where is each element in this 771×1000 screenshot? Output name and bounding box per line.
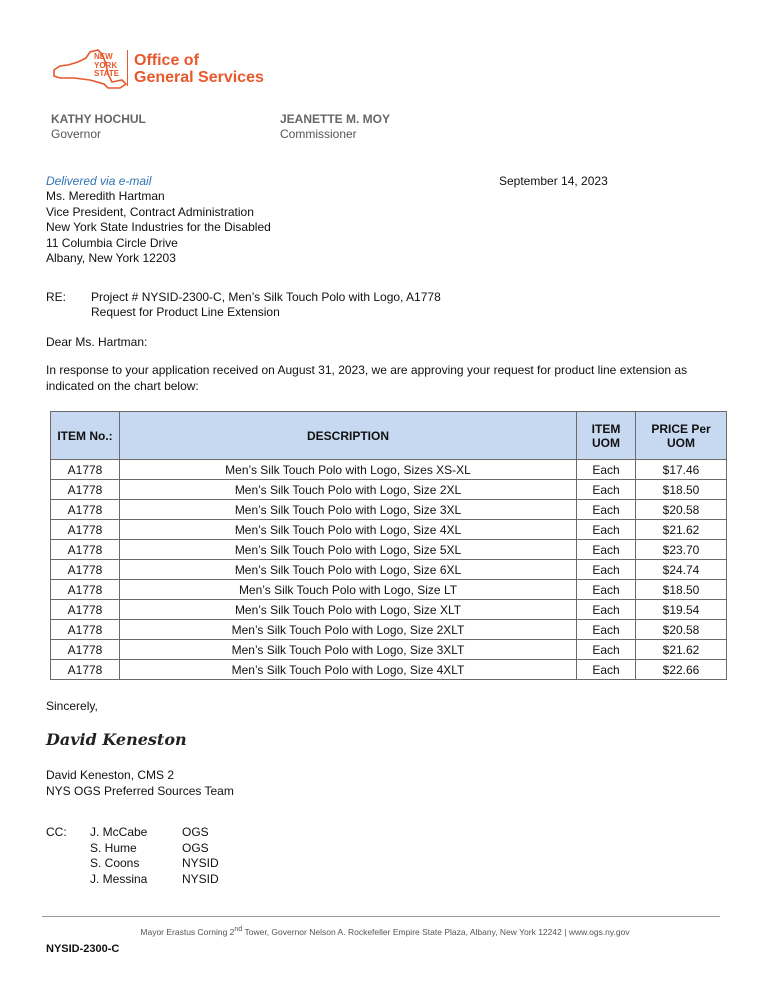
signer-block bbox=[46, 768, 234, 799]
address-line: Vice President, Contract Administration bbox=[46, 204, 254, 219]
cell-uom: Each bbox=[577, 620, 636, 640]
table-row bbox=[51, 520, 727, 540]
cell-description: Men’s Silk Touch Polo with Logo, Size 3XLT bbox=[120, 640, 577, 660]
state-name bbox=[94, 53, 119, 79]
closing: Sincerely, bbox=[46, 699, 98, 713]
cell-description: Men’s Silk Touch Polo with Logo, Size 4XL bbox=[120, 520, 577, 540]
header-price: PRICE Per UOM bbox=[636, 412, 727, 460]
logo-divider bbox=[127, 50, 128, 86]
agency-name-line: General Services bbox=[134, 69, 264, 86]
cell-uom: Each bbox=[577, 520, 636, 540]
address-line: Ms. Meredith Hartman bbox=[46, 189, 165, 203]
cell-item-no: A1778 bbox=[51, 460, 120, 480]
cell-description: Men’s Silk Touch Polo with Logo, Size 4XLT bbox=[120, 660, 577, 680]
cc-orgs bbox=[182, 825, 219, 887]
cell-item-no: A1778 bbox=[51, 560, 120, 580]
governor-title: Governor bbox=[51, 127, 102, 141]
cell-item-no: A1778 bbox=[51, 500, 120, 520]
cc-name: S. Hume bbox=[90, 840, 137, 855]
table-row bbox=[51, 460, 727, 480]
cell-item-no: A1778 bbox=[51, 640, 120, 660]
cell-price: $19.54 bbox=[636, 600, 727, 620]
cc-name: J. McCabe bbox=[90, 825, 148, 839]
table-header-row bbox=[51, 412, 727, 460]
cell-uom: Each bbox=[577, 540, 636, 560]
cell-price: $23.70 bbox=[636, 540, 727, 560]
cell-description: Men’s Silk Touch Polo with Logo, Size 2XLT bbox=[120, 620, 577, 640]
table-body bbox=[51, 460, 727, 680]
cell-description: Men’s Silk Touch Polo with Logo, Size 2XL bbox=[120, 480, 577, 500]
cell-description: Men’s Silk Touch Polo with Logo, Sizes XS-XL bbox=[120, 460, 577, 480]
cell-item-no: A1778 bbox=[51, 620, 120, 640]
cc-org: OGS bbox=[182, 840, 209, 855]
cell-item-no: A1778 bbox=[51, 480, 120, 500]
agency-name-line: Office of bbox=[134, 52, 199, 69]
agency-name bbox=[134, 52, 264, 86]
governor-name: KATHY HOCHUL bbox=[51, 112, 146, 126]
re-label: RE: bbox=[46, 290, 67, 304]
document-id: NYSID-2300-C bbox=[46, 943, 120, 955]
cell-price: $21.62 bbox=[636, 640, 727, 660]
footer-superscript: nd bbox=[234, 925, 243, 933]
header-uom: ITEM UOM bbox=[577, 412, 636, 460]
signer-line: David Keneston, CMS 2 bbox=[46, 768, 175, 782]
commissioner-block bbox=[280, 112, 390, 142]
salutation: Dear Ms. Hartman: bbox=[46, 335, 148, 349]
cell-description: Men’s Silk Touch Polo with Logo, Size LT bbox=[120, 580, 577, 600]
cc-names bbox=[90, 825, 147, 887]
cell-item-no: A1778 bbox=[51, 660, 120, 680]
footer-address-text: Mayor Erastus Corning 2 bbox=[140, 926, 235, 937]
cc-org: NYSID bbox=[182, 871, 219, 886]
cell-uom: Each bbox=[577, 640, 636, 660]
state-name-line: STATE bbox=[94, 69, 120, 78]
footer-separator: | bbox=[564, 926, 567, 937]
letter-date: September 14, 2023 bbox=[499, 174, 608, 188]
table-row bbox=[51, 660, 727, 680]
table-row bbox=[51, 580, 727, 600]
table-row bbox=[51, 620, 727, 640]
cell-description: Men’s Silk Touch Polo with Logo, Size 3XL bbox=[120, 500, 577, 520]
cell-uom: Each bbox=[577, 480, 636, 500]
cell-price: $20.58 bbox=[636, 620, 727, 640]
cell-uom: Each bbox=[577, 660, 636, 680]
table-row bbox=[51, 560, 727, 580]
cell-description: Men’s Silk Touch Polo with Logo, Size 5XL bbox=[120, 540, 577, 560]
table-row bbox=[51, 500, 727, 520]
cell-description: Men’s Silk Touch Polo with Logo, Size XLT bbox=[120, 600, 577, 620]
address-line: New York State Industries for the Disabled bbox=[46, 220, 271, 234]
table-row bbox=[51, 600, 727, 620]
cell-item-no: A1778 bbox=[51, 600, 120, 620]
delivery-note: Delivered via e-mail bbox=[46, 174, 152, 188]
table-row bbox=[51, 640, 727, 660]
table-row bbox=[51, 480, 727, 500]
footer-website-link[interactable]: www.ogs.ny.gov bbox=[568, 926, 630, 937]
table-row bbox=[51, 540, 727, 560]
cell-price: $18.50 bbox=[636, 480, 727, 500]
governor-block bbox=[51, 112, 146, 142]
cc-org: NYSID bbox=[182, 856, 219, 870]
cell-item-no: A1778 bbox=[51, 580, 120, 600]
state-name-line: YORK bbox=[94, 60, 118, 70]
header-description: DESCRIPTION bbox=[120, 412, 577, 460]
cell-price: $21.62 bbox=[636, 520, 727, 540]
cell-item-no: A1778 bbox=[51, 540, 120, 560]
footer-address bbox=[46, 925, 724, 937]
commissioner-title: Commissioner bbox=[280, 127, 357, 141]
state-name-line: NEW bbox=[94, 52, 113, 61]
cell-uom: Each bbox=[577, 500, 636, 520]
cell-uom: Each bbox=[577, 600, 636, 620]
re-line: Request for Product Line Extension bbox=[91, 305, 280, 319]
cc-name: S. Coons bbox=[90, 856, 140, 870]
cell-uom: Each bbox=[577, 560, 636, 580]
header-item-no: ITEM No.: bbox=[51, 412, 120, 460]
cell-price: $22.66 bbox=[636, 660, 727, 680]
cell-item-no: A1778 bbox=[51, 520, 120, 540]
cell-price: $18.50 bbox=[636, 580, 727, 600]
cc-name: J. Messina bbox=[90, 871, 148, 886]
cell-uom: Each bbox=[577, 460, 636, 480]
cell-price: $24.74 bbox=[636, 560, 727, 580]
cell-description: Men’s Silk Touch Polo with Logo, Size 6XL bbox=[120, 560, 577, 580]
cc-org: OGS bbox=[182, 825, 209, 839]
re-line: Project # NYSID-2300-C, Men’s Silk Touch Polo with Logo, A1778 bbox=[91, 290, 441, 304]
signature: David Keneston bbox=[46, 730, 187, 749]
re-subject bbox=[91, 290, 441, 320]
address-line: 11 Columbia Circle Drive bbox=[46, 235, 178, 250]
commissioner-name: JEANETTE M. MOY bbox=[280, 112, 391, 126]
cell-uom: Each bbox=[577, 580, 636, 600]
product-table bbox=[50, 411, 727, 680]
cell-price: $20.58 bbox=[636, 500, 727, 520]
recipient-address bbox=[46, 189, 271, 267]
letter-body: In response to your application received on August 31, 2023, we are approving your request for product line extension as indicated on the chart below: bbox=[46, 363, 688, 393]
footer-address-text: Tower, Governor Nelson A. Rockefeller Empire State Plaza, Albany, New York 12242 bbox=[242, 926, 562, 937]
cell-price: $17.46 bbox=[636, 460, 727, 480]
signer-line: NYS OGS Preferred Sources Team bbox=[46, 783, 234, 798]
cc-label: CC: bbox=[46, 825, 67, 839]
footer-divider bbox=[42, 916, 720, 917]
address-line: Albany, New York 12203 bbox=[46, 251, 176, 265]
